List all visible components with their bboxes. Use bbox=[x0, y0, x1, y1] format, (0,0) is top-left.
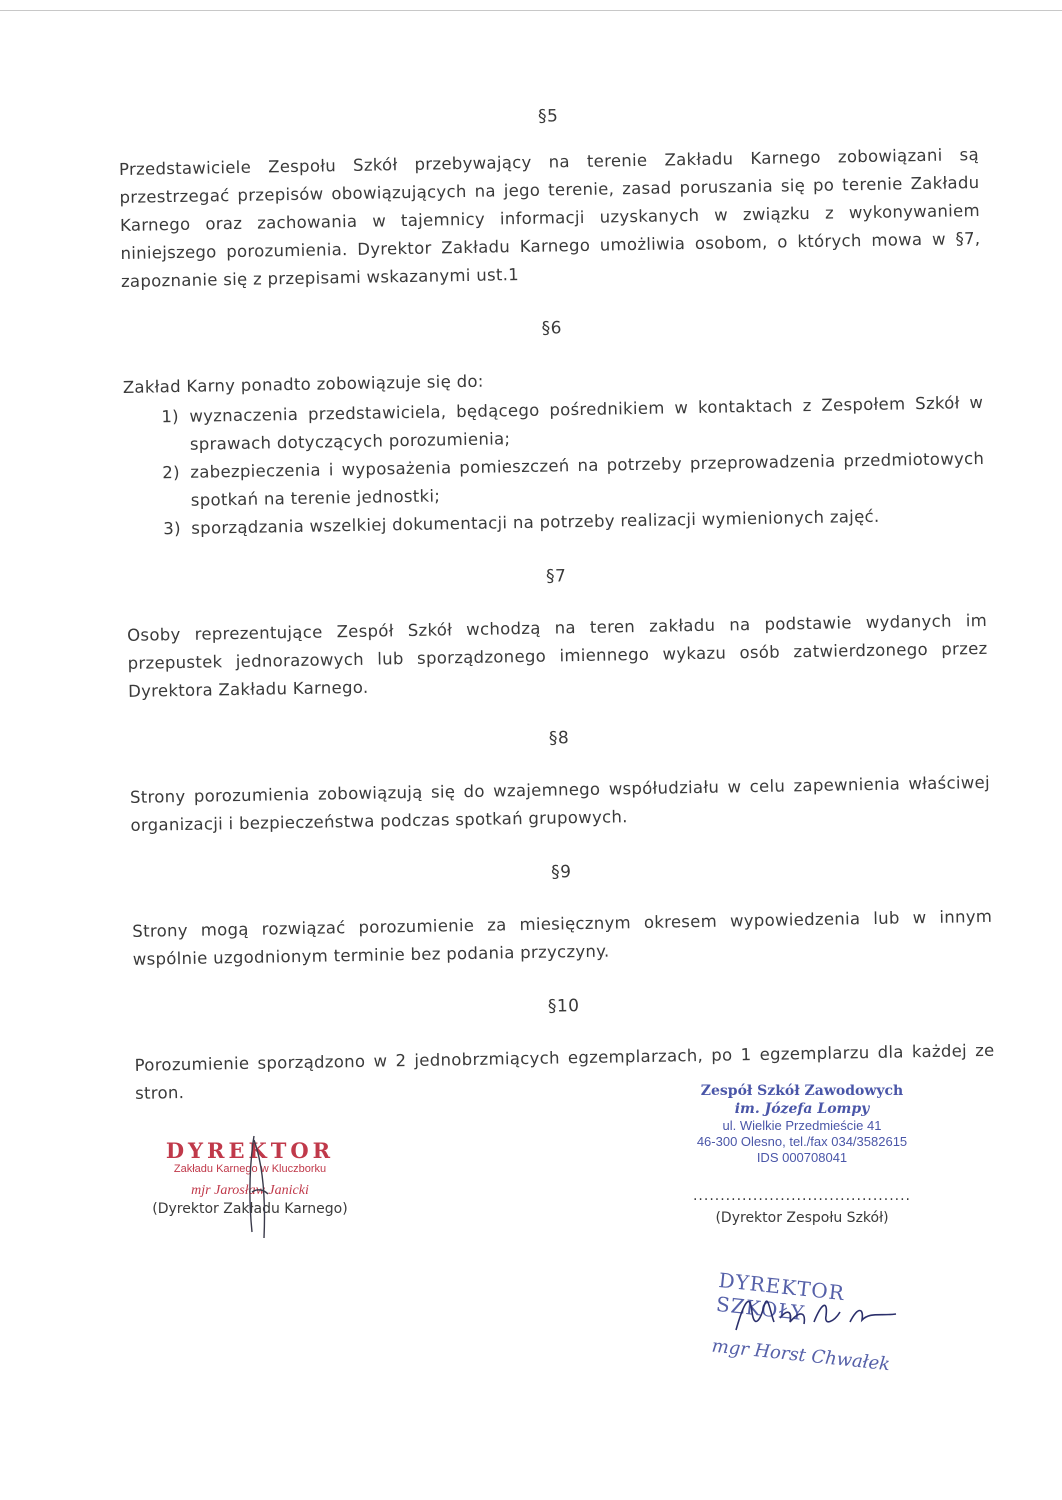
stamp-name: mjr Jarosław Janicki bbox=[191, 1183, 309, 1198]
school-stamp-city: 46-300 Olesno, tel./fax 034/3582615 bbox=[696, 1134, 908, 1149]
list-item-number: 3) bbox=[163, 518, 182, 539]
section-heading-10: §10 bbox=[547, 996, 580, 1017]
director-stamp-name: mgr Horst Chwałek bbox=[710, 1335, 892, 1376]
section-heading-6: §6 bbox=[541, 318, 563, 339]
school-stamp-street: ul. Wielkie Przedmieście 41 bbox=[722, 1118, 882, 1133]
section-6-intro: Zakład Karny ponadto zobowiązuje się do: bbox=[122, 371, 484, 397]
list-item-number: 1) bbox=[161, 406, 180, 427]
section-10-text: Porozumienie sporządzono w 2 jednobrzmiących egzemplarzach, po 1 egzemplarzu dla każdej ze stron. bbox=[134, 1040, 995, 1103]
stamp-subtitle: Zakładu Karnego w Kluczborku bbox=[173, 1163, 327, 1175]
signature-line: ........................................ bbox=[692, 1188, 911, 1204]
school-stamp-patron: im. Józefa Lompy bbox=[734, 1101, 870, 1117]
signature-block-school bbox=[672, 1082, 932, 1226]
section-7-text: Osoby reprezentujące Zespół Szkół wchodzą na teren zakładu na podstawie wydanych im przepustek jednorazowych lub sporządzonego imiennego wykazu osób zatwierdzonego przez Dyrektora Zakładu Karnego. bbox=[127, 610, 988, 701]
section-8-text: Strony porozumienia zobowiązują się do wzajemnego współudziału w celu zapewnienia właściwej organizacji i bezpieczeństwa podczas spotkań grupowych. bbox=[129, 772, 991, 835]
signature-caption: (Dyrektor Zakładu Karnego) bbox=[152, 1201, 348, 1217]
section-heading-7: §7 bbox=[545, 566, 567, 587]
list-item-text: sporządzania wszelkiej dokumentacji na potrzeby realizacji wymienionych zajęć. bbox=[191, 506, 880, 538]
section-5-text: Przedstawiciele Zespołu Szkół przebywający na terenie Zakładu Karnego zobowiązani są przestrzegać przepisów obowiązujących na jego terenie, zasad poruszania się po terenie Zakładu Karnego oraz zachowania w tajemnicy informacji uzyskanych w związku z wykonywaniem niniejszego porozumienia. Dyrektor Zakładu Karnego umożliwia osobom, o których mowa w §7, zapoznanie się z przepisami wskazanymi ust.1 bbox=[118, 144, 981, 291]
signature-caption: (Dyrektor Zespołu Szkół) bbox=[715, 1210, 889, 1226]
school-stamp-name: Zespół Szkół Zawodowych bbox=[700, 1083, 904, 1099]
section-heading-8: §8 bbox=[548, 728, 570, 749]
handwritten-signature-icon bbox=[240, 1132, 280, 1242]
section-9-text: Strony mogą rozwiązać porozumienie za miesięcznym okresem wypowiedzenia lub w innym wspólnie uzgodnionym terminie bez podania przyczyny. bbox=[132, 906, 993, 969]
list-item-text: wyznaczenia przedstawiciela, będącego pośrednikiem w kontaktach z Zespołem Szkół w sprawach dotyczących porozumienia; bbox=[189, 392, 984, 454]
handwritten-signature-icon bbox=[730, 1282, 910, 1342]
section-heading-5: §5 bbox=[537, 106, 559, 127]
list-item-number: 2) bbox=[162, 462, 181, 483]
section-heading-9: §9 bbox=[551, 862, 572, 883]
scan-top-edge bbox=[0, 10, 1062, 11]
list-item-text: zabezpieczenia i wyposażenia pomieszczeń na potrzeby przeprowadzenia przedmiotowych spotkań na terenie jednostki; bbox=[190, 448, 985, 510]
director-stamp-title: DYREKTOR SZKOŁY bbox=[714, 1268, 846, 1326]
stamp-title: DYREKTOR bbox=[165, 1138, 335, 1163]
document-body bbox=[118, 95, 995, 1108]
school-stamp-ids: IDS 000708041 bbox=[756, 1150, 848, 1165]
section-6-list bbox=[123, 389, 985, 544]
